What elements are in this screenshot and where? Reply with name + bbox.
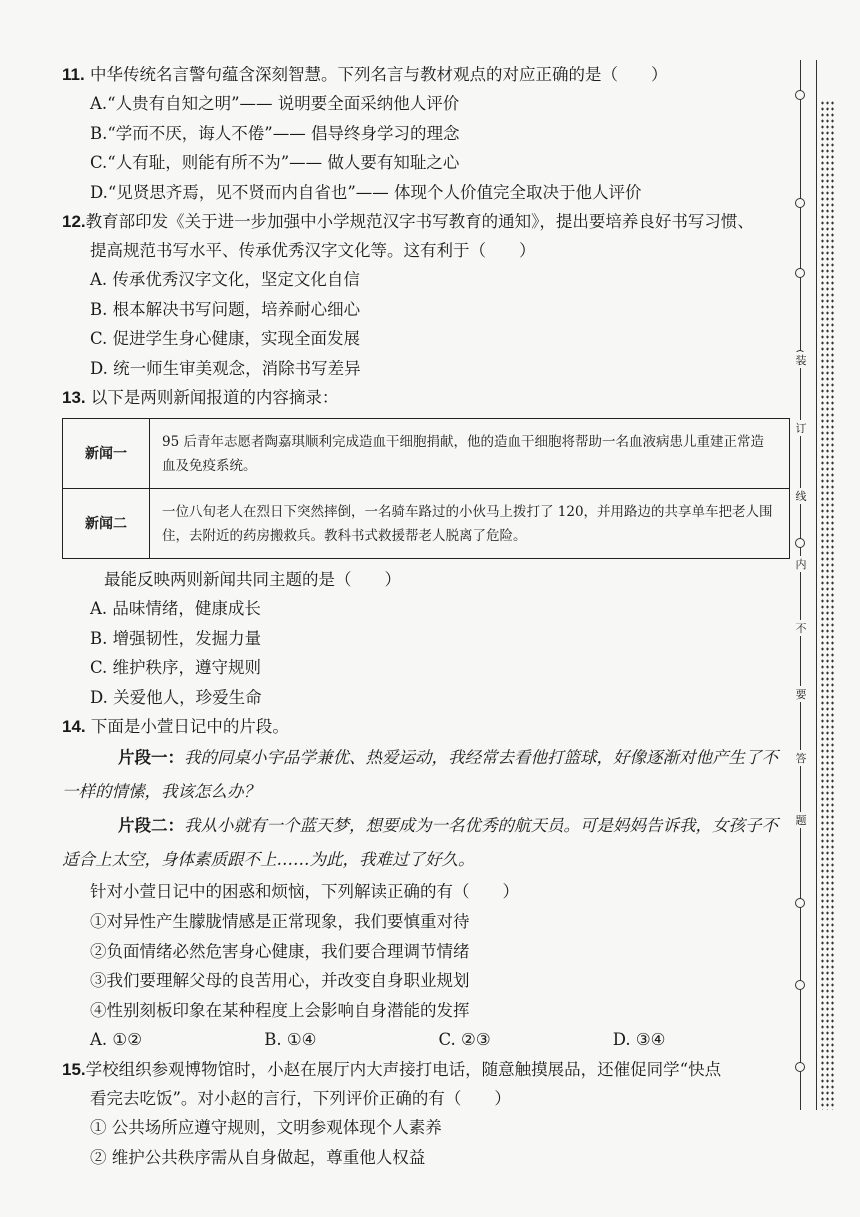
- news-text: 一位八旬老人在烈日下突然摔倒，一名骑车路过的小伙马上拨打了 120，并用路边的共享单车把老人围住，去附近的药房搬救兵。教科书式救援帮老人脱离了危险。: [150, 489, 790, 559]
- option-d[interactable]: D. ③④: [612, 1030, 666, 1049]
- statement-2: ②负面情绪必然危害身心健康，我们要合理调节情绪: [90, 941, 470, 961]
- statement-1: ① 公共场所应遵守规则，文明参观体现个人素养: [90, 1118, 442, 1137]
- option-c[interactable]: C. ②③: [438, 1030, 491, 1049]
- question-number: 15.: [62, 1060, 86, 1079]
- binding-char: 题: [792, 812, 810, 828]
- question-14-stem: [62, 712, 787, 741]
- question-15: [62, 1055, 787, 1172]
- option-b[interactable]: B. 根本解决书写问题，培养耐心细心: [90, 299, 361, 319]
- question-stem: 下面是小萱日记中的片段。: [90, 717, 289, 736]
- binding-char: 答: [792, 750, 810, 766]
- binding-line: [800, 60, 801, 1110]
- statement-1: ①对异性产生朦胧情感是正常现象，我们要慎重对待: [90, 912, 470, 931]
- diary-fragment-1: [62, 741, 787, 809]
- option-c[interactable]: C. 促进学生身心健康，实现全面发展: [90, 329, 361, 348]
- option-b[interactable]: B.“学而不厌，诲人不倦”—— 倡导终身学习的理念: [90, 123, 460, 143]
- fragment-heading: 片段一：: [118, 748, 184, 767]
- option-a[interactable]: A. ①②: [90, 1030, 142, 1049]
- question-13-stem: [62, 383, 787, 412]
- fragment-heading: 片段二：: [118, 816, 184, 835]
- question-12: [62, 207, 787, 383]
- question-stem: 以下是两则新闻报道的内容摘录：: [90, 388, 339, 407]
- binding-hole-icon: [795, 898, 805, 908]
- binding-line: [816, 60, 817, 1110]
- question-12-stem: [62, 207, 787, 236]
- diary-fragment-2: [62, 809, 787, 877]
- question-stem: 学校组织参观博物馆时，小赵在展厅内大声接打电话，随意触摸展品，还催促同学“快点: [85, 1060, 722, 1079]
- binding-hole-icon: [795, 538, 805, 548]
- binding-dot-pattern: [820, 100, 834, 1110]
- news-label: 新闻一: [63, 419, 150, 489]
- question-11-stem: [62, 60, 787, 89]
- statement-4: ④性别刻板印象在某种程度上会影响自身潜能的发挥: [90, 1000, 470, 1020]
- binding-hole-icon: [795, 1062, 805, 1072]
- question-11: [62, 60, 787, 207]
- statement-2: ② 维护公共秩序需从自身做起，尊重他人权益: [90, 1147, 426, 1167]
- option-b[interactable]: B. ①④: [264, 1030, 317, 1049]
- binding-hole-icon: [795, 268, 805, 278]
- news-table: [62, 418, 790, 559]
- question-number: 12.: [62, 212, 86, 231]
- news-row: [63, 489, 790, 559]
- fragment-body: 我的同桌小宇品学兼优、热爱运动，我经常去看他打篮球，好像逐渐对他产生了不一样的情愫，我该怎么办？: [62, 748, 778, 801]
- option-b[interactable]: B. 增强韧性，发掘力量: [90, 628, 262, 648]
- binding-char: 内: [792, 556, 810, 572]
- binding-char: 不: [792, 620, 810, 636]
- question-number: 13.: [62, 388, 86, 407]
- question-12-stem-cont: 提高规范书写水平、传承优秀汉字文化等。这有利于（ ）: [90, 241, 536, 260]
- question-15-stem-cont: 看完去吃饭”。对小赵的言行，下列评价正确的有（ ）: [90, 1089, 511, 1108]
- binding-hole-icon: [795, 90, 805, 100]
- binding-hole-icon: [795, 198, 805, 208]
- binding-char: 订: [792, 420, 810, 436]
- question-13-prompt: 最能反映两则新闻共同主题的是（ ）: [104, 570, 401, 589]
- statement-3: ③我们要理解父母的良苦用心，并改变自身职业规划: [90, 971, 470, 990]
- option-a[interactable]: A. 品味情绪，健康成长: [90, 599, 261, 618]
- question-number: 11.: [62, 65, 85, 84]
- option-a[interactable]: A.“人贵有自知之明”—— 说明要全面采纳他人评价: [90, 94, 460, 113]
- news-text: 95 后青年志愿者陶嘉琪顺利完成造血干细胞捐献，他的造血干细胞将帮助一名血液病患儿重建正常造血及免疫系统。: [150, 419, 790, 489]
- fragment-body: 我从小就有一个蓝天梦，想要成为一名优秀的航天员。可是妈妈告诉我，女孩子不适合上太空，身体素质跟不上……为此，我难过了好久。: [62, 816, 778, 869]
- binding-char: 要: [792, 686, 810, 702]
- option-a[interactable]: A. 传承优秀汉字文化，坚定文化自信: [90, 270, 360, 289]
- question-13: [62, 383, 787, 712]
- question-stem: 中华传统名言警句蕴含深刻智慧。下列名言与教材观点的对应正确的是（ ）: [89, 65, 668, 84]
- question-14: [62, 712, 787, 1055]
- option-c[interactable]: C. 维护秩序，遵守规则: [90, 658, 262, 677]
- binding-hole-icon: [795, 980, 805, 990]
- option-d[interactable]: D. 统一师生审美观念，消除书写差异: [90, 358, 361, 378]
- question-stem: 教育部印发《关于进一步加强中小学规范汉字书写教育的通知》，提出要培养良好书写习惯、: [85, 212, 754, 231]
- questions-area: [62, 60, 787, 1172]
- binding-char: 线: [792, 488, 810, 504]
- question-15-stem: [62, 1055, 787, 1084]
- binding-char: 装: [792, 352, 810, 368]
- option-row: [62, 1025, 787, 1055]
- option-d[interactable]: D. 关爱他人，珍爱生命: [90, 687, 262, 707]
- option-d[interactable]: D.“见贤思齐焉，见不贤而内自省也”—— 体现个人价值完全取决于他人评价: [90, 182, 642, 202]
- option-c[interactable]: C.“人有耻，则能有所不为”—— 做人要有知耻之心: [90, 153, 460, 172]
- news-label: 新闻二: [63, 489, 150, 559]
- question-14-prompt: 针对小萱日记中的困惑和烦恼，下列解读正确的有（ ）: [90, 882, 519, 901]
- news-row: [63, 419, 790, 489]
- binding-margin: [790, 60, 850, 1110]
- question-number: 14.: [62, 717, 86, 736]
